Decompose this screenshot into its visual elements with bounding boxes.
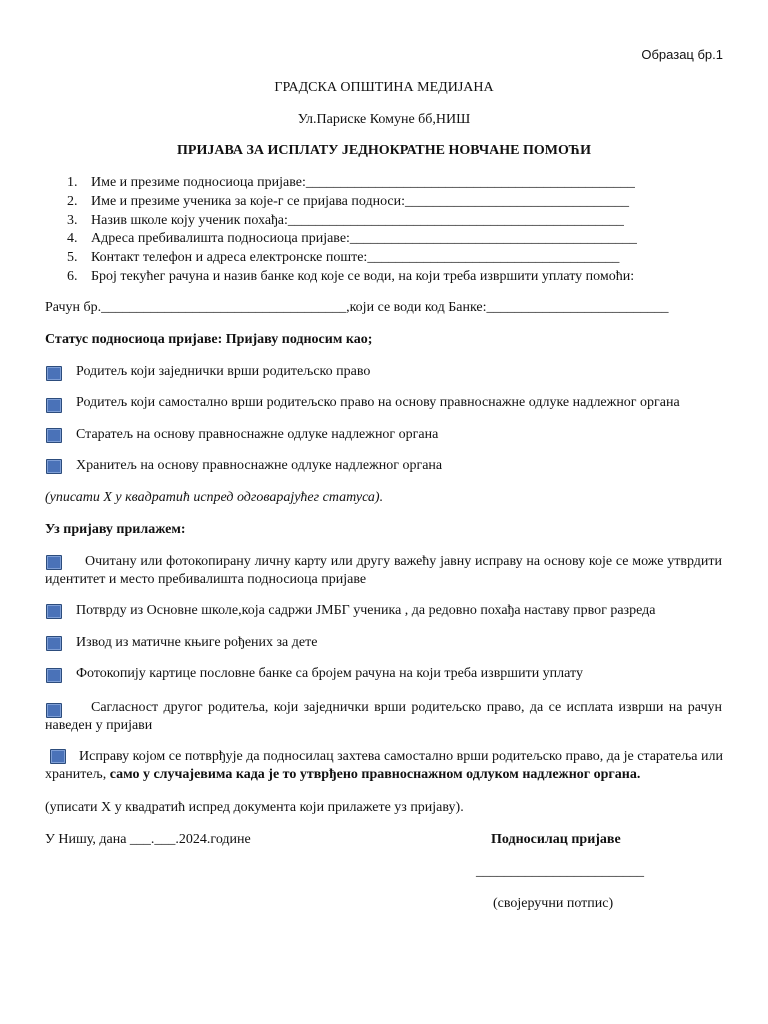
status-checkbox-guardian[interactable] (46, 428, 62, 443)
field-item: 6. Број текућег рачуна и назив банке код које се води, на који треба извршити уплату помоћи: (67, 268, 635, 284)
attachment-checkbox-birth-certificate[interactable] (46, 636, 62, 651)
field-text: Име и презиме подносиоца пријаве:_______________________________________________ (91, 175, 635, 190)
status-option-label: Родитељ који самостално врши родитељско право на основу правноснажне одлуке надлежног органа (76, 395, 680, 410)
field-text: Број текућег рачуна и назив банке код које се води, на који треба извршити уплату помоћи: (91, 268, 635, 284)
status-option-label: Старатељ на основу правноснажне одлуке надлежног органа (76, 427, 439, 442)
account-line: Рачун бр.___________________________________,који се води код Банке:__________________________ (45, 300, 669, 315)
field-item: 3. Назив школе коју ученик похађа:________________________________________________ (67, 212, 624, 228)
field-item: 4. Адреса пребивалишта подносиоца пријаве:_________________________________________ (67, 231, 637, 247)
attachment-school-certificate-text: Потврду из Основне школе,која садржи ЈМБГ ученика , да редовно похађа наставу првог разреда (76, 603, 656, 618)
municipality-address: Ул.Париске Комуне бб,НИШ (297, 112, 471, 127)
field-item: 2. Име и презиме ученика за које-г се пријава подноси:________________________________ (67, 193, 630, 209)
attachments-heading: Уз пријаву прилажем: (45, 522, 186, 537)
attachment-checkbox-bank-card[interactable] (46, 668, 62, 683)
attachment-checkbox-school-certificate[interactable] (46, 604, 62, 619)
signature-line: ________________________ (476, 864, 644, 879)
status-option-label: Родитељ који заједнички врши родитељско право (76, 364, 371, 379)
attachment-birth-certificate-text: Извод из матичне књиге рођених за дете (76, 635, 318, 650)
status-checkbox-joint-parent[interactable] (46, 366, 62, 381)
status-option-label: Хранитељ на основу правноснажне одлуке надлежног органа (76, 458, 443, 473)
field-text: Назив школе коју ученик похађа:________________________________________________ (91, 212, 624, 228)
attachment-id-card-text: Очитану или фотокопирану личну карту или другу важећу јавну исправу на основу које се може утврдити идентитет и место пребивалишта подносиоца пријаве (45, 554, 722, 587)
signature-note: (својеручни потпис) (493, 896, 614, 911)
status-checkbox-foster[interactable] (46, 459, 62, 474)
form-title: ПРИЈАВА ЗА ИСПЛАТУ ЈЕДНОКРАТНЕ НОВЧАНЕ ПОМОЋИ (177, 143, 591, 158)
attachments-note: (уписати Х у квадратић испред документа који прилажете уз пријаву). (45, 800, 464, 815)
applicant-label: Подносилац пријаве (491, 832, 621, 847)
attachment-bank-card-text: Фотокопију картице пословне банке са бројем рачуна на који треба извршити уплату (76, 666, 583, 681)
applicant-fields-list (67, 174, 637, 287)
status-heading: Статус подносиоца пријаве: Пријаву подносим као; (45, 332, 373, 347)
field-text: Име и презиме ученика за које-г се пријава подноси:________________________________ (91, 193, 630, 209)
field-text: Контакт телефон и адреса електронске поште:____________________________________ (91, 250, 620, 266)
field-item: 1. Име и презиме подносиоца пријаве:_______________________________________________ (67, 175, 635, 190)
municipality-heading: ГРАДСКА ОПШТИНА МЕДИЈАНА (274, 80, 494, 95)
field-text: Адреса пребивалишта подносиоца пријаве:_________________________________________ (91, 231, 637, 247)
form-number: Образац бр.1 (641, 47, 723, 62)
status-note: (уписати Х у квадратић испред одговарајућег статуса). (45, 490, 384, 505)
field-item: 5. Контакт телефон и адреса електронске поште:____________________________________ (67, 250, 620, 266)
attachment-custody-document-text: Исправу којом се потврђује да подносилац захтева самостално врши родитељско право, да је старатеља или хранитељ, само у случајевима када је то утврђено правноснажном одлуком надлежног органа. (45, 749, 723, 782)
place-and-date: У Нишу, дана ___.___.2024.године (45, 832, 251, 847)
attachment-parent-consent-text: Сагласност другог родитеља, који заједнички врши родитељско право, да се исплата изврши на рачун наведен у пријави (45, 700, 722, 733)
attachment-custody-condition: само у случајевима када је то утврђено правноснажном одлуком надлежног органа. (109, 767, 641, 782)
status-checkbox-sole-parent[interactable] (46, 398, 62, 413)
